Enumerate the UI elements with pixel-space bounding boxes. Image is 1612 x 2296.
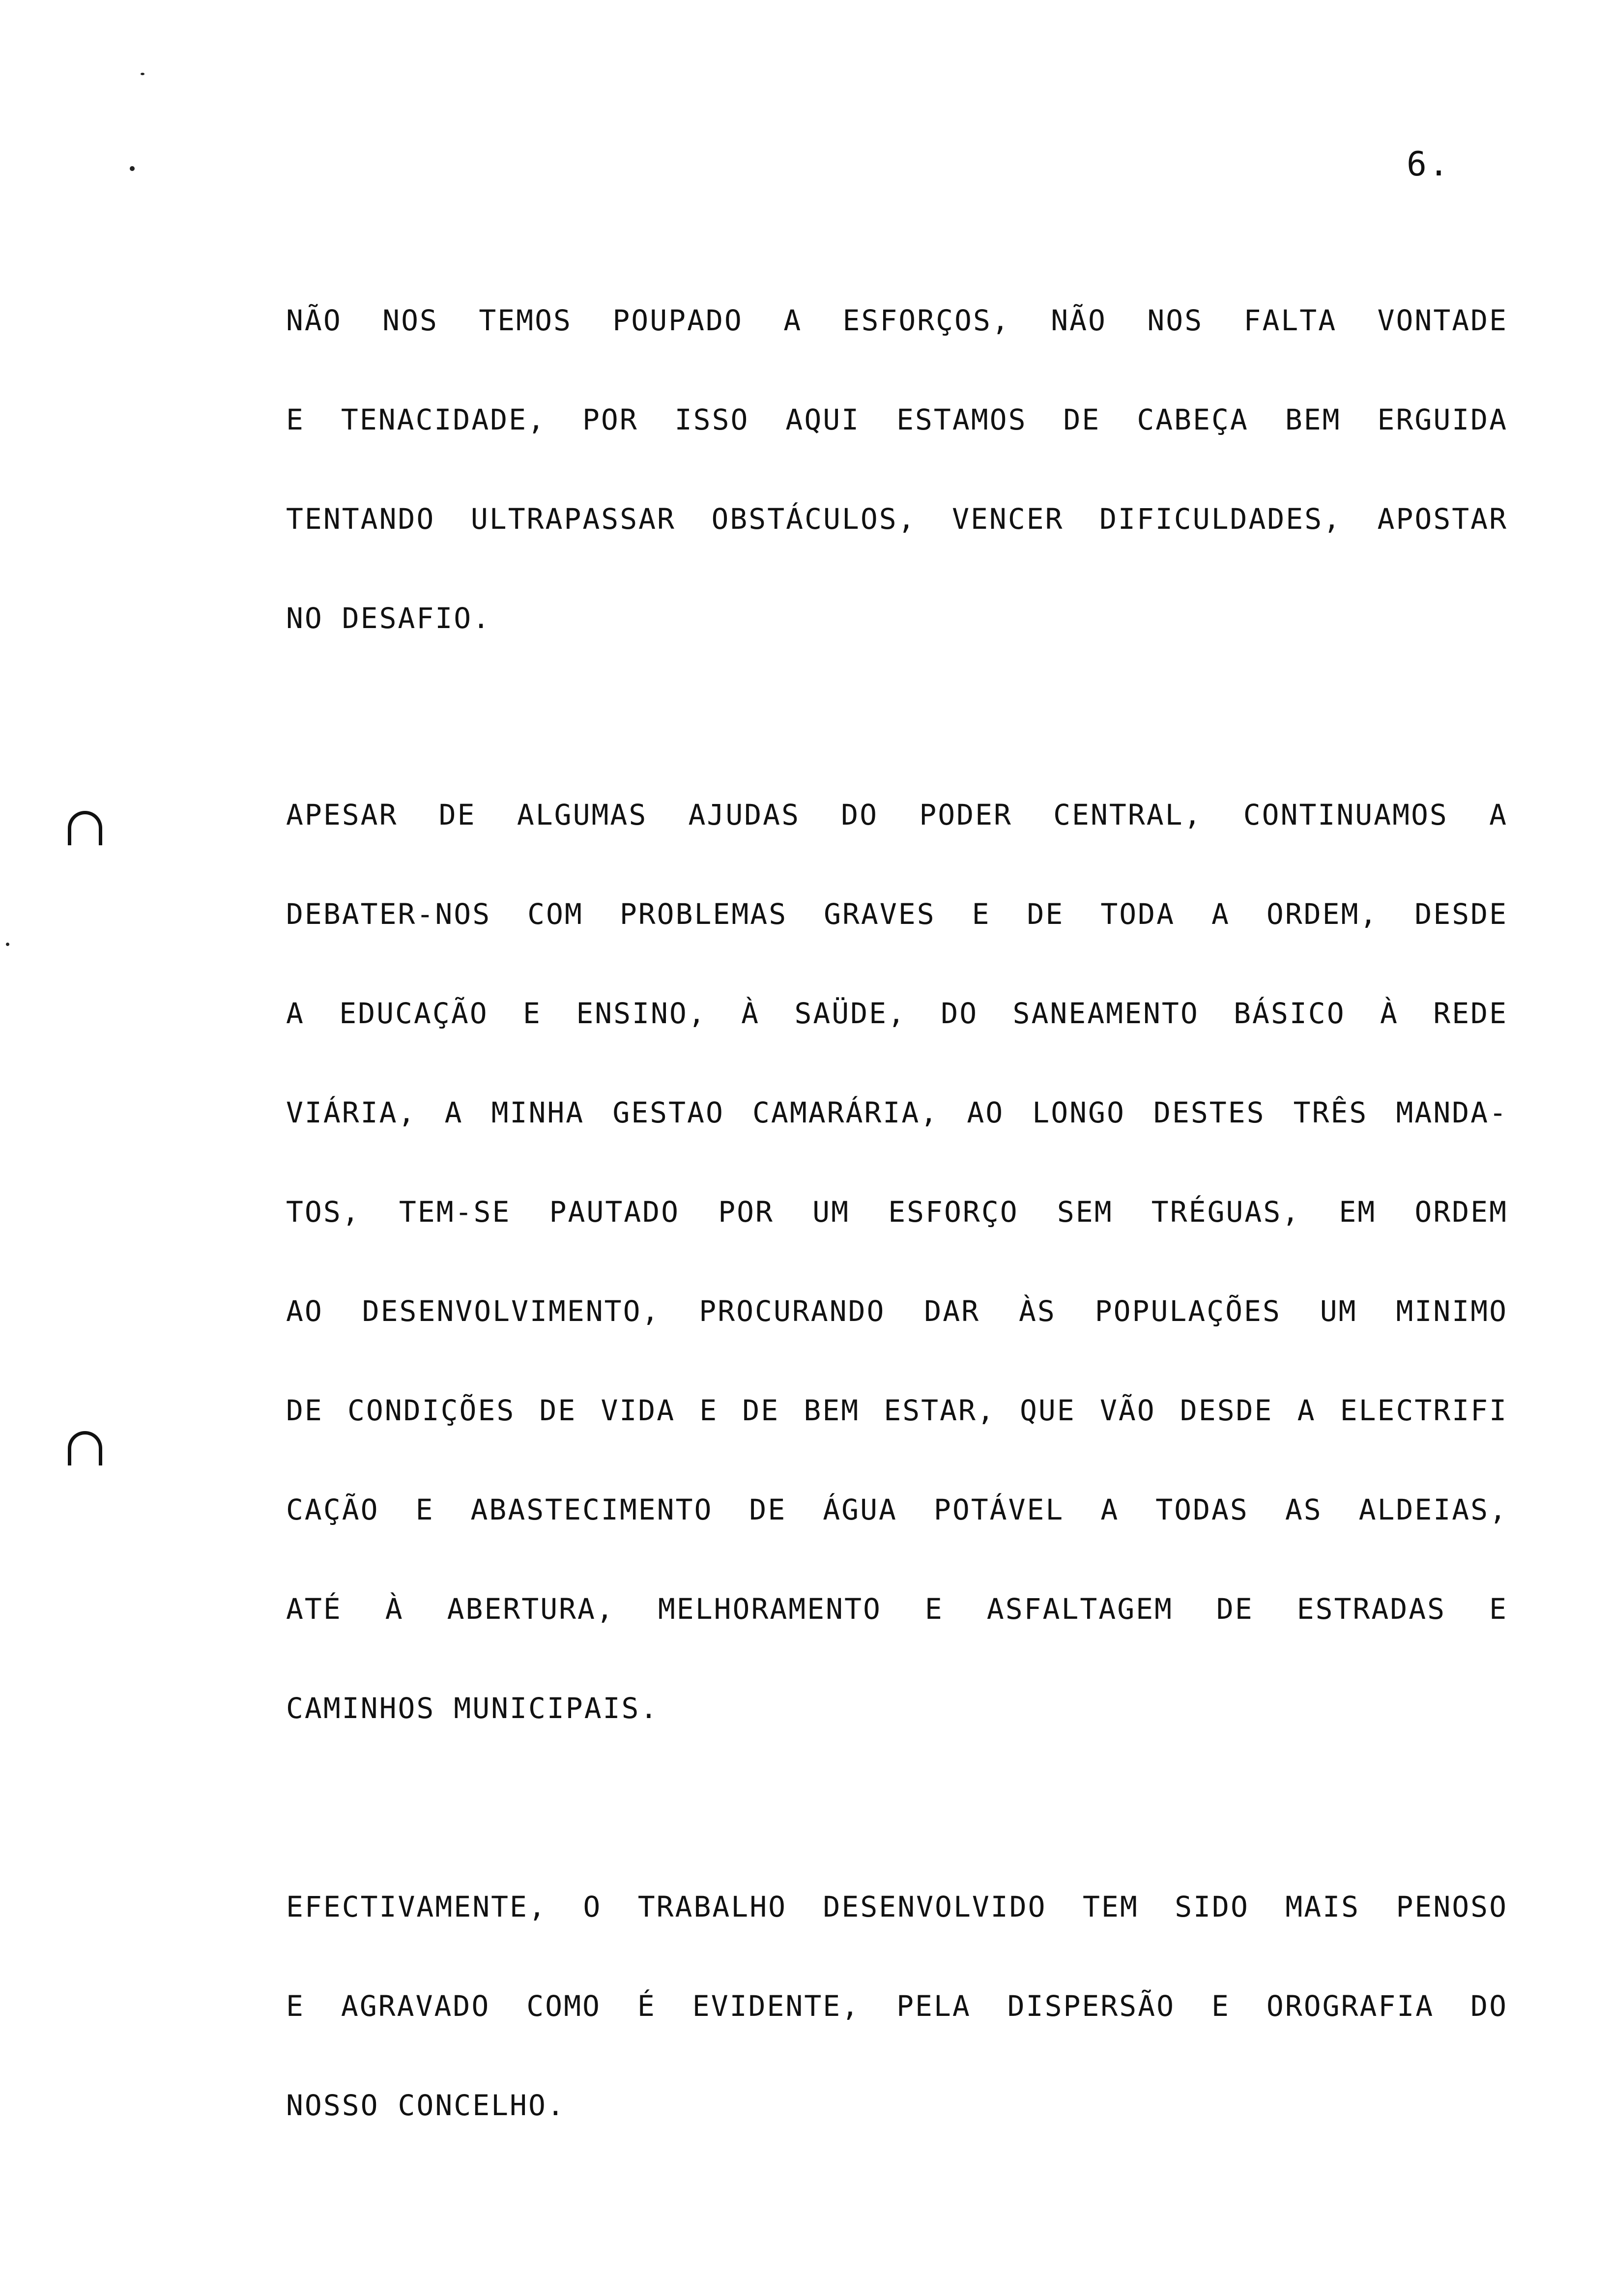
paragraph-2-line-10: CAMINHOS MUNICIPAIS. [286, 1692, 659, 1725]
paragraph-1-line-1: NÃO NOS TEMOS POUPADO A ESFORÇOS, NÃO NOS FALTA VONTADE [286, 304, 1508, 337]
paragraph-2-line-8: CAÇÃO E ABASTECIMENTO DE ÁGUA POTÁVEL A TODAS AS ALDEIAS, [286, 1493, 1508, 1526]
paragraph-2-line-6: AO DESENVOLVIMENTO, PROCURANDO DAR ÀS POPULAÇÕES UM MINIMO [286, 1294, 1508, 1328]
margin-bracket-mark [68, 1431, 102, 1465]
paragraph-2-line-7: DE CONDIÇÕES DE VIDA E DE BEM ESTAR, QUE VÃO DESDE A ELECTRIFI [286, 1394, 1508, 1427]
paragraph-2-line-1: APESAR DE ALGUMAS AJUDAS DO PODER CENTRAL, CONTINUAMOS A [286, 798, 1508, 832]
scan-speck [141, 73, 144, 75]
paragraph-2-line-3: A EDUCAÇÃO E ENSINO, À SAÜDE, DO SANEAMENTO BÁSICO À REDE [286, 997, 1508, 1030]
paragraph-2-line-5: TOS, TEM-SE PAUTADO POR UM ESFORÇO SEM TRÉGUAS, EM ORDEM [286, 1195, 1508, 1229]
paragraph-3-line-1: EFECTIVAMENTE, O TRABALHO DESENVOLVIDO TEM SIDO MAIS PENOSO [286, 1890, 1508, 1923]
paragraph-1-line-3: TENTANDO ULTRAPASSAR OBSTÁCULOS, VENCER DIFICULDADES, APOSTAR [286, 502, 1508, 536]
margin-bracket-mark [68, 811, 102, 845]
paragraph-1-line-2: E TENACIDADE, POR ISSO AQUI ESTAMOS DE CABEÇA BEM ERGUIDA [286, 403, 1508, 436]
scan-speck [6, 943, 9, 946]
scan-speck [130, 166, 135, 171]
paragraph-3-line-2: E AGRAVADO COMO É EVIDENTE, PELA DISPERSÃO E OROGRAFIA DO [286, 1989, 1508, 2023]
paragraph-2-line-2: DEBATER-NOS COM PROBLEMAS GRAVES E DE TODA A ORDEM, DESDE [286, 897, 1508, 931]
page-number: 6. [1407, 145, 1451, 184]
paragraph-1-line-4: NO DESAFIO. [286, 602, 491, 635]
paragraph-2-line-4: VIÁRIA, A MINHA GESTAO CAMARÁRIA, AO LONGO DESTES TRÊS MANDA- [286, 1096, 1508, 1129]
paragraph-2-line-9: ATÉ À ABERTURA, MELHORAMENTO E ASFALTAGEM DE ESTRADAS E [286, 1592, 1508, 1626]
paragraph-3-line-3: NOSSO CONCELHO. [286, 2089, 566, 2122]
